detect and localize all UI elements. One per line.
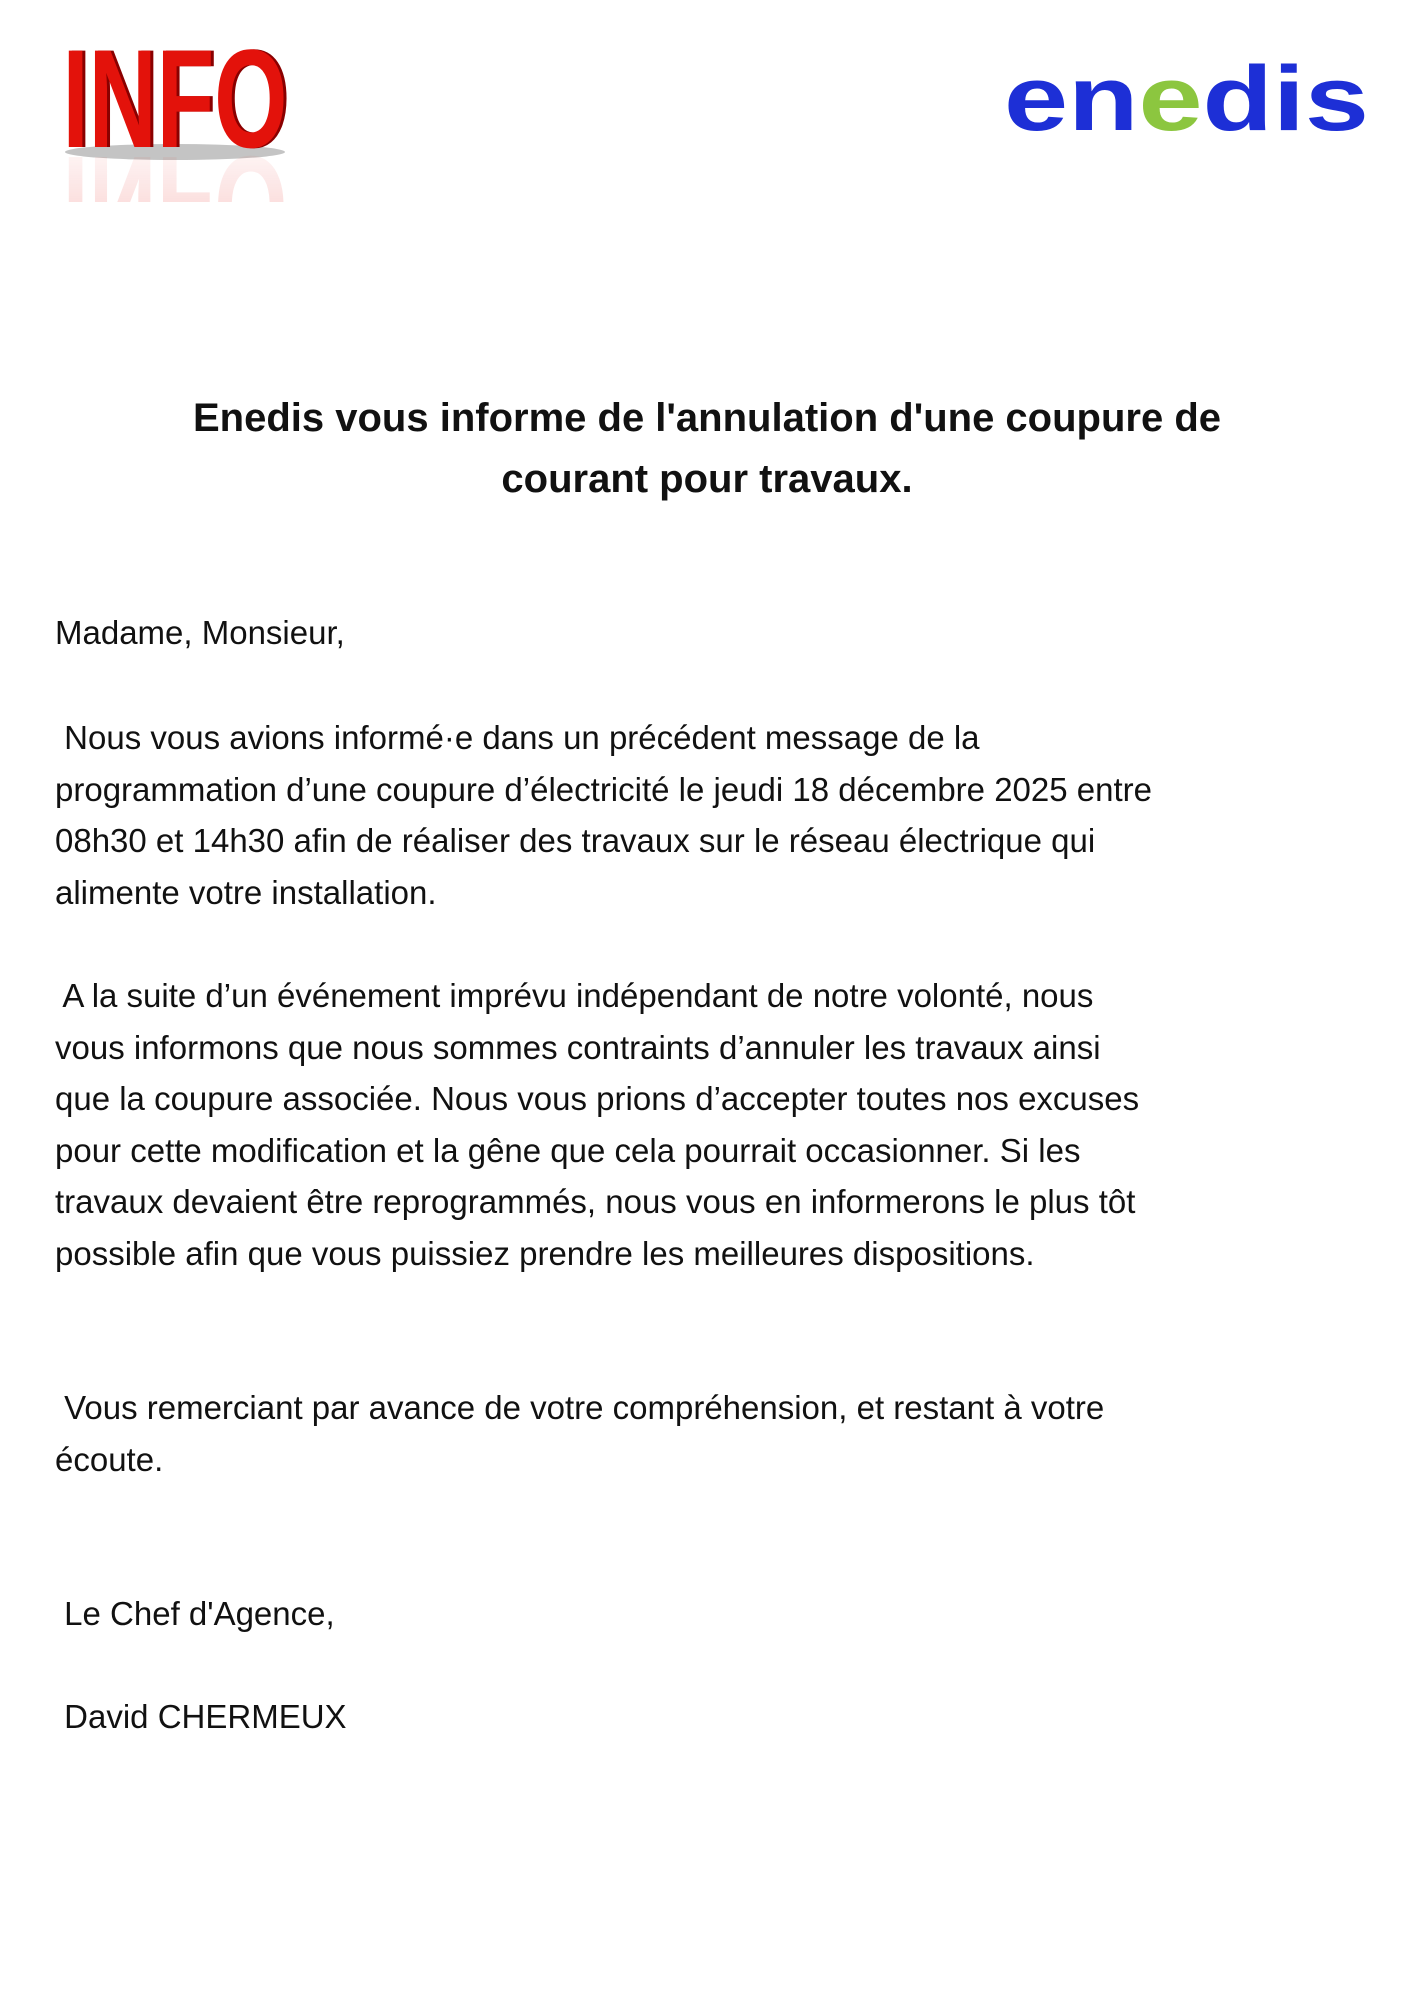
signature-role-text: Le Chef d'Agence, [55,1595,335,1632]
text-line: travaux devaient être reprogrammés, nous vous en informerons le plus tôt [55,1183,1136,1221]
text-line: écoute. [55,1440,164,1478]
paragraph-cancellation [55,970,1139,1280]
text-line: que la coupure associée. Nous vous prions d’accepter toutes nos excuses [55,1080,1140,1118]
text-line: Vous remerciant par avance de votre compréhension, et restant à votre [55,1389,1105,1426]
title-line: courant pour travaux. [501,457,913,501]
signature-role [55,1588,335,1640]
text-line: pour cette modification et la gêne que cela pourrait occasionner. Si les [55,1131,1081,1169]
signature-name-text: David CHERMEUX [55,1698,347,1735]
notice-title [0,388,1414,510]
paragraph-previous-notice [55,712,1152,918]
info-logo [55,22,295,202]
text-line: possible afin que vous puissiez prendre les meilleures dispositions. [55,1234,1035,1272]
signature-name [55,1691,347,1743]
svg-text:INFO: INFO [62,22,288,177]
text-line: alimente votre installation. [55,873,437,911]
svg-text:INFO [63,127,288,202]
text-line: programmation d’une coupure d’électricité le jeudi 18 décembre 2025 entre [55,770,1152,808]
svg-text:enedis: en e dis [1004,55,1336,145]
text-line: 08h30 et 14h30 afin de réaliser des travaux sur le réseau électrique qui [55,822,1096,860]
greeting [55,607,345,659]
title-line: Enedis vous informe de l'annulation d'une coupure de [192,396,1222,440]
paragraph-thanks [55,1382,1104,1485]
svg-text:INFO: INFO [65,22,291,177]
text-line: Nous vous avions informé·e dans un précédent message de la [55,719,980,756]
enedis-logo [1004,55,1374,145]
text-line: A la suite d’un événement imprévu indépendant de notre volonté, nous [55,977,1094,1014]
text-line: vous informons que nous sommes contraints d’annuler les travaux ainsi [55,1028,1101,1066]
greeting-text: Madame, Monsieur, [55,614,345,651]
